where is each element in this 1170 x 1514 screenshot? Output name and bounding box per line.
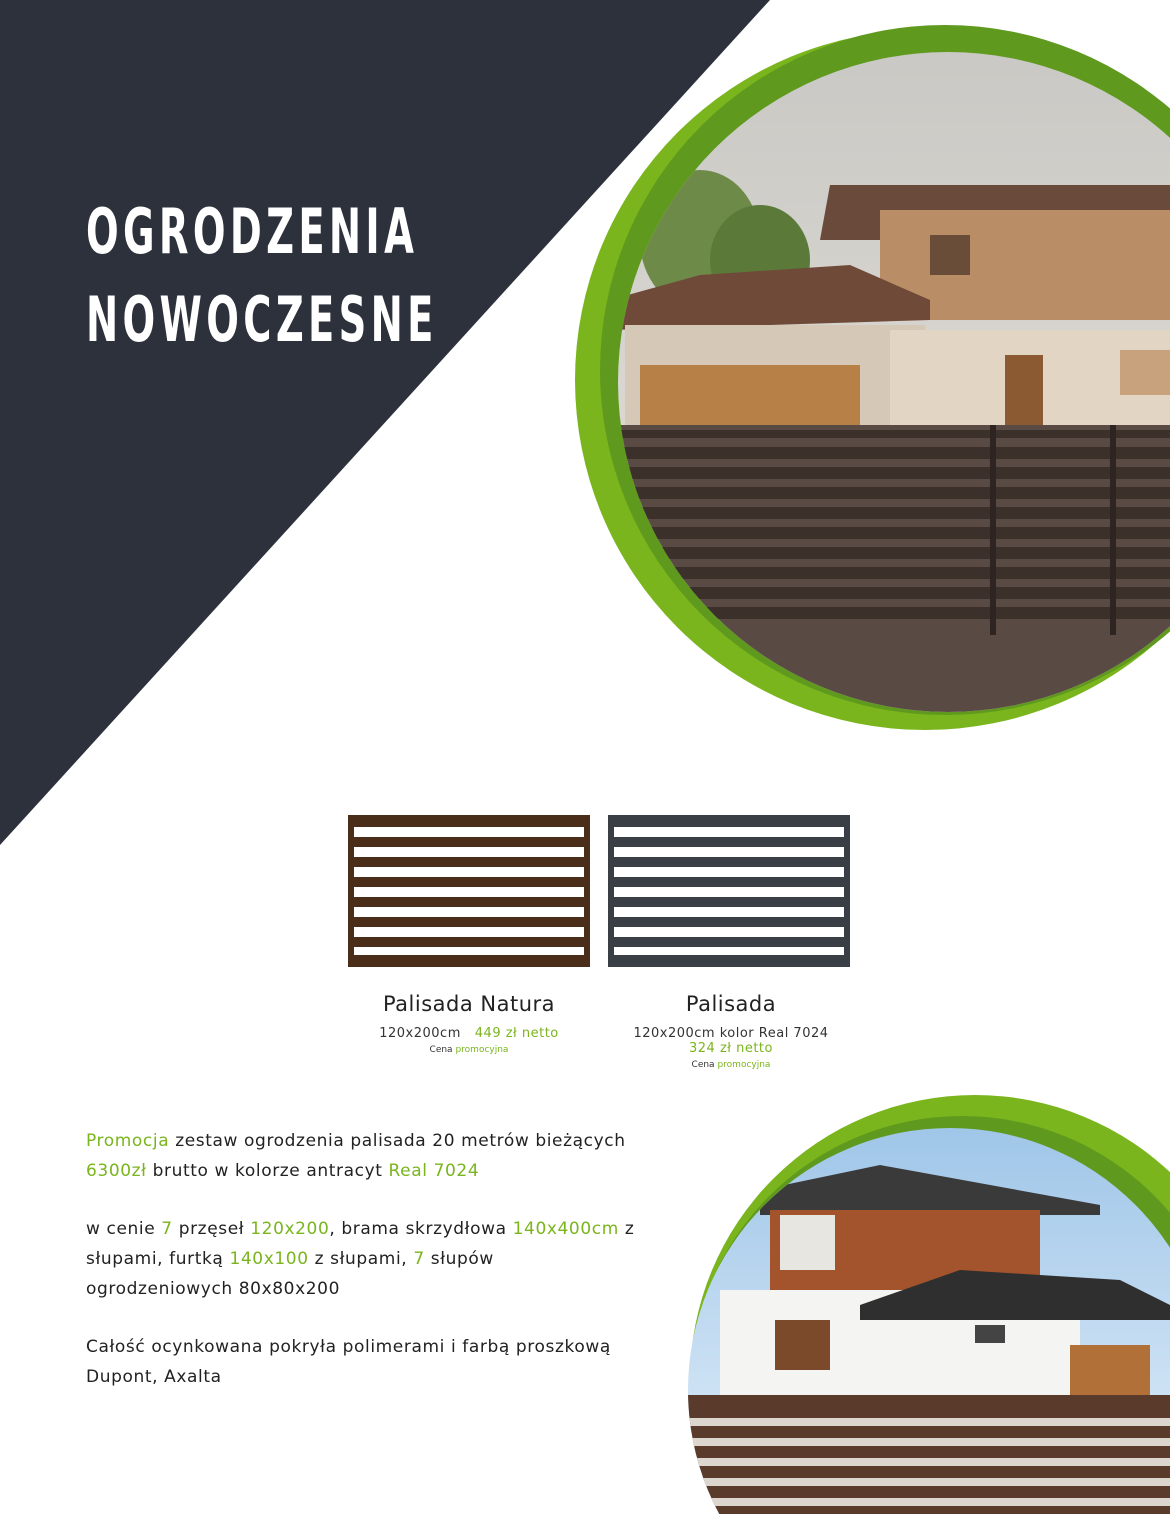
promo-color: Real 7024	[388, 1161, 480, 1181]
price-note-highlight: promocyjna	[455, 1045, 509, 1055]
palisada-anthracite-panel	[608, 815, 850, 967]
promo-text-part: brutto w kolorze antracyt	[146, 1161, 389, 1181]
promo-label: Promocja	[86, 1131, 170, 1151]
promo-highlight: 7	[161, 1219, 173, 1239]
house-photo-bottom	[680, 1120, 1170, 1514]
promo-text-part: z słupami,	[308, 1249, 414, 1269]
promo-paragraph-2	[86, 1214, 646, 1304]
price-note-highlight: promocyjna	[717, 1060, 771, 1070]
promo-text	[86, 1126, 646, 1420]
promo-paragraph-3: Całość ocynkowana pokryła polimerami i farbą proszkową Dupont, Axalta	[86, 1337, 611, 1387]
price-note	[571, 1060, 891, 1070]
title-line-1: OGRODZENIA	[86, 195, 419, 268]
title-line-2: NOWOCZESNE	[86, 283, 438, 356]
promo-highlight: 140x400cm	[512, 1219, 619, 1239]
promo-text-part: zestaw ogrodzenia palisada 20 metrów bieżących	[169, 1131, 626, 1151]
product-size: 120x200cm kolor Real 7024	[633, 1026, 829, 1041]
promo-text-part: przęseł	[172, 1219, 251, 1239]
product-name: Palisada	[685, 992, 777, 1016]
product-price: 449 zł netto	[474, 1026, 559, 1041]
product-price: 324 zł netto	[689, 1041, 773, 1056]
promo-text-part: z słupami, furtką	[86, 1219, 635, 1269]
price-note-prefix: Cena	[429, 1045, 453, 1055]
promo-text-part: słupów ogrodzeniowych 80x80x200	[86, 1249, 494, 1299]
product-name: Palisada Natura	[382, 992, 556, 1016]
promo-paragraph-1	[86, 1126, 646, 1186]
promo-highlight: 7	[413, 1249, 425, 1269]
price-note-prefix: Cena	[691, 1060, 715, 1070]
page-title	[86, 188, 438, 364]
promo-highlight: 120x200	[250, 1219, 330, 1239]
promo-highlight: 140x100	[229, 1249, 309, 1269]
product-palisada	[571, 992, 891, 1070]
palisada-natura-panel	[348, 815, 590, 967]
promo-text-part: , brama skrzydłowa	[329, 1219, 513, 1239]
product-size: 120x200cm	[379, 1026, 461, 1041]
promo-price: 6300zł	[86, 1161, 147, 1181]
promo-text-part: w cenie	[86, 1219, 162, 1239]
